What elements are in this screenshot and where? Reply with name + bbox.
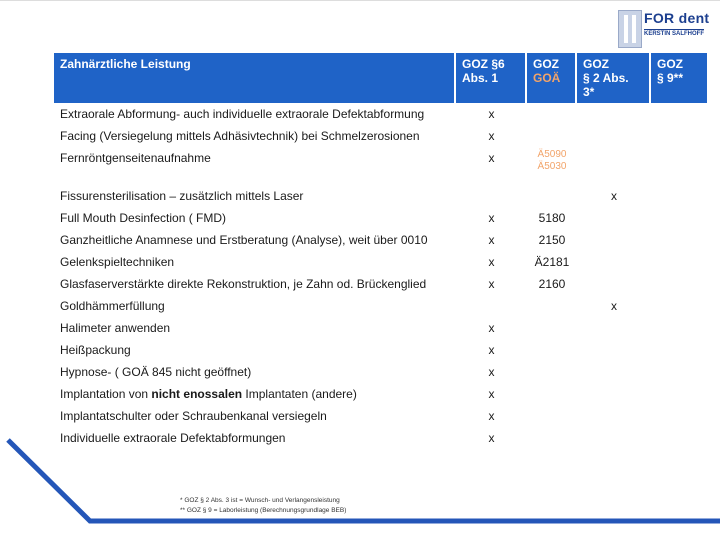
goz9-cell xyxy=(651,251,707,273)
header-goz-goa: GOZ GOÄ xyxy=(527,53,577,103)
goz6-cell: x xyxy=(488,387,495,401)
table-row xyxy=(54,427,707,449)
goa-cell: 2160 xyxy=(538,277,566,291)
logo-subtitle: KERSTIN SALFHOFF xyxy=(644,31,704,37)
table-row xyxy=(54,185,707,207)
goz2-cell xyxy=(577,273,651,295)
goz9-cell xyxy=(651,317,707,339)
service-cell: Fernröntgenseitenaufnahme xyxy=(60,151,211,165)
goz6-cell: x xyxy=(488,233,495,247)
goz6-cell: x xyxy=(488,431,495,445)
goz2-cell xyxy=(577,361,651,383)
table-row xyxy=(54,147,707,185)
accent-curve xyxy=(8,440,720,521)
service-cell: Fissurensterilisation – zusätzlich mittels Laser xyxy=(60,189,304,203)
goz2-cell: x xyxy=(611,299,617,313)
goa-code: Ä5030 xyxy=(537,161,567,172)
goz9-cell xyxy=(651,273,707,295)
header-goz9: GOZ § 9** xyxy=(651,53,707,103)
goz6-cell: x xyxy=(488,151,495,165)
goz9-cell xyxy=(651,207,707,229)
goz9-cell xyxy=(651,383,707,405)
table-row xyxy=(54,361,707,383)
goz6-cell: x xyxy=(488,343,495,357)
goz2-cell xyxy=(577,229,651,251)
goz2-cell xyxy=(577,103,651,125)
goz2-cell xyxy=(577,339,651,361)
goz6-cell: x xyxy=(488,409,495,423)
company-logo xyxy=(618,10,712,48)
table-row xyxy=(54,103,707,125)
table-row xyxy=(54,229,707,251)
table-row xyxy=(54,251,707,273)
service-cell: Heißpackung xyxy=(60,343,131,357)
goz9-cell xyxy=(651,361,707,383)
logo-icon xyxy=(618,10,642,48)
goa-cell xyxy=(527,383,577,405)
service-cell: Hypnose- ( GOÄ 845 nicht geöffnet) xyxy=(60,365,252,379)
goa-cell: 5180 xyxy=(538,211,566,225)
table-row xyxy=(54,273,707,295)
goa-cell xyxy=(527,427,577,449)
table-row xyxy=(54,339,707,361)
service-cell: Full Mouth Desinfection ( FMD) xyxy=(60,211,227,225)
goz9-cell xyxy=(651,185,707,207)
goz2-cell xyxy=(577,251,651,273)
goz9-cell xyxy=(651,339,707,361)
service-cell: Glasfaserverstärkte direkte Rekonstruktion, je Zahn od. Brückenglied xyxy=(60,277,427,291)
goz2-cell xyxy=(577,147,651,185)
header-goz6: GOZ §6 Abs. 1 xyxy=(456,53,527,103)
goa-cell xyxy=(527,405,577,427)
goz9-cell xyxy=(651,405,707,427)
goa-cell xyxy=(527,185,577,207)
emphasis-text: nicht enossalen xyxy=(151,387,243,401)
goz6-cell: x xyxy=(488,255,495,269)
goz6-cell xyxy=(456,295,527,317)
service-cell: Facing (Versiegelung mittels Adhäsivtechnik) bei Schmelzerosionen xyxy=(60,129,420,143)
table-row xyxy=(54,405,707,427)
footnote-1: * GOZ § 2 Abs. 3 ist = Wunsch- und Verlangensleistung xyxy=(180,497,340,504)
service-cell: Gelenkspieltechniken xyxy=(60,255,175,269)
goz6-cell: x xyxy=(488,277,495,291)
service-cell: Ganzheitliche Anamnese und Erstberatung (Analyse), weit über 0010 xyxy=(60,233,428,247)
table-header-row xyxy=(54,53,707,103)
goz2-cell xyxy=(577,427,651,449)
goa-cell: Ä2181 xyxy=(534,255,570,269)
footnote-2: ** GOZ § 9 = Laborleistung (Berechnungsgrundlage BEB) xyxy=(180,507,347,514)
footnotes xyxy=(180,496,346,516)
table-row xyxy=(54,317,707,339)
goz9-cell xyxy=(651,147,707,185)
goz2-cell: x xyxy=(611,189,617,203)
goa-cell xyxy=(527,295,577,317)
goa-cell xyxy=(527,317,577,339)
table-row xyxy=(54,383,707,405)
service-cell: Implantatschulter oder Schraubenkanal versiegeln xyxy=(60,409,327,423)
goz9-cell xyxy=(651,295,707,317)
goz6-cell: x xyxy=(488,211,495,225)
table-row xyxy=(54,295,707,317)
header-goz2: GOZ § 2 Abs. 3* xyxy=(577,53,651,103)
service-cell: Implantation von nicht enossalen Implantaten (andere) xyxy=(60,387,357,401)
goz6-cell: x xyxy=(488,321,495,335)
goz6-cell: x xyxy=(488,129,495,143)
goz2-cell xyxy=(577,405,651,427)
goa-cell xyxy=(527,361,577,383)
goa-cell xyxy=(527,339,577,361)
service-cell: Individuelle extraorale Defektabformungen xyxy=(60,431,286,445)
logo-title: FOR dent xyxy=(644,10,710,26)
header-service: Zahnärztliche Leistung xyxy=(54,53,456,103)
service-cell: Goldhämmerfüllung xyxy=(60,299,165,313)
goa-cell: 2150 xyxy=(538,233,566,247)
goz9-cell xyxy=(651,229,707,251)
goz2-cell xyxy=(577,125,651,147)
goz6-cell: x xyxy=(488,107,495,121)
goa-cell xyxy=(527,103,577,125)
goz9-cell xyxy=(651,427,707,449)
service-cell: Halimeter anwenden xyxy=(60,321,171,335)
goz6-cell: x xyxy=(488,365,495,379)
table-row xyxy=(54,125,707,147)
goa-code: Ä5090 xyxy=(537,149,567,160)
service-cell: Extraorale Abformung- auch individuelle extraorale Defektabformung xyxy=(60,107,425,121)
goz2-cell xyxy=(577,317,651,339)
goa-cell xyxy=(527,125,577,147)
goa-cell xyxy=(527,147,577,185)
goz2-cell xyxy=(577,207,651,229)
goz9-cell xyxy=(651,125,707,147)
goz-table xyxy=(54,53,707,449)
goz9-cell xyxy=(651,103,707,125)
goz2-cell xyxy=(577,383,651,405)
goz6-cell xyxy=(456,185,527,207)
table-row xyxy=(54,207,707,229)
